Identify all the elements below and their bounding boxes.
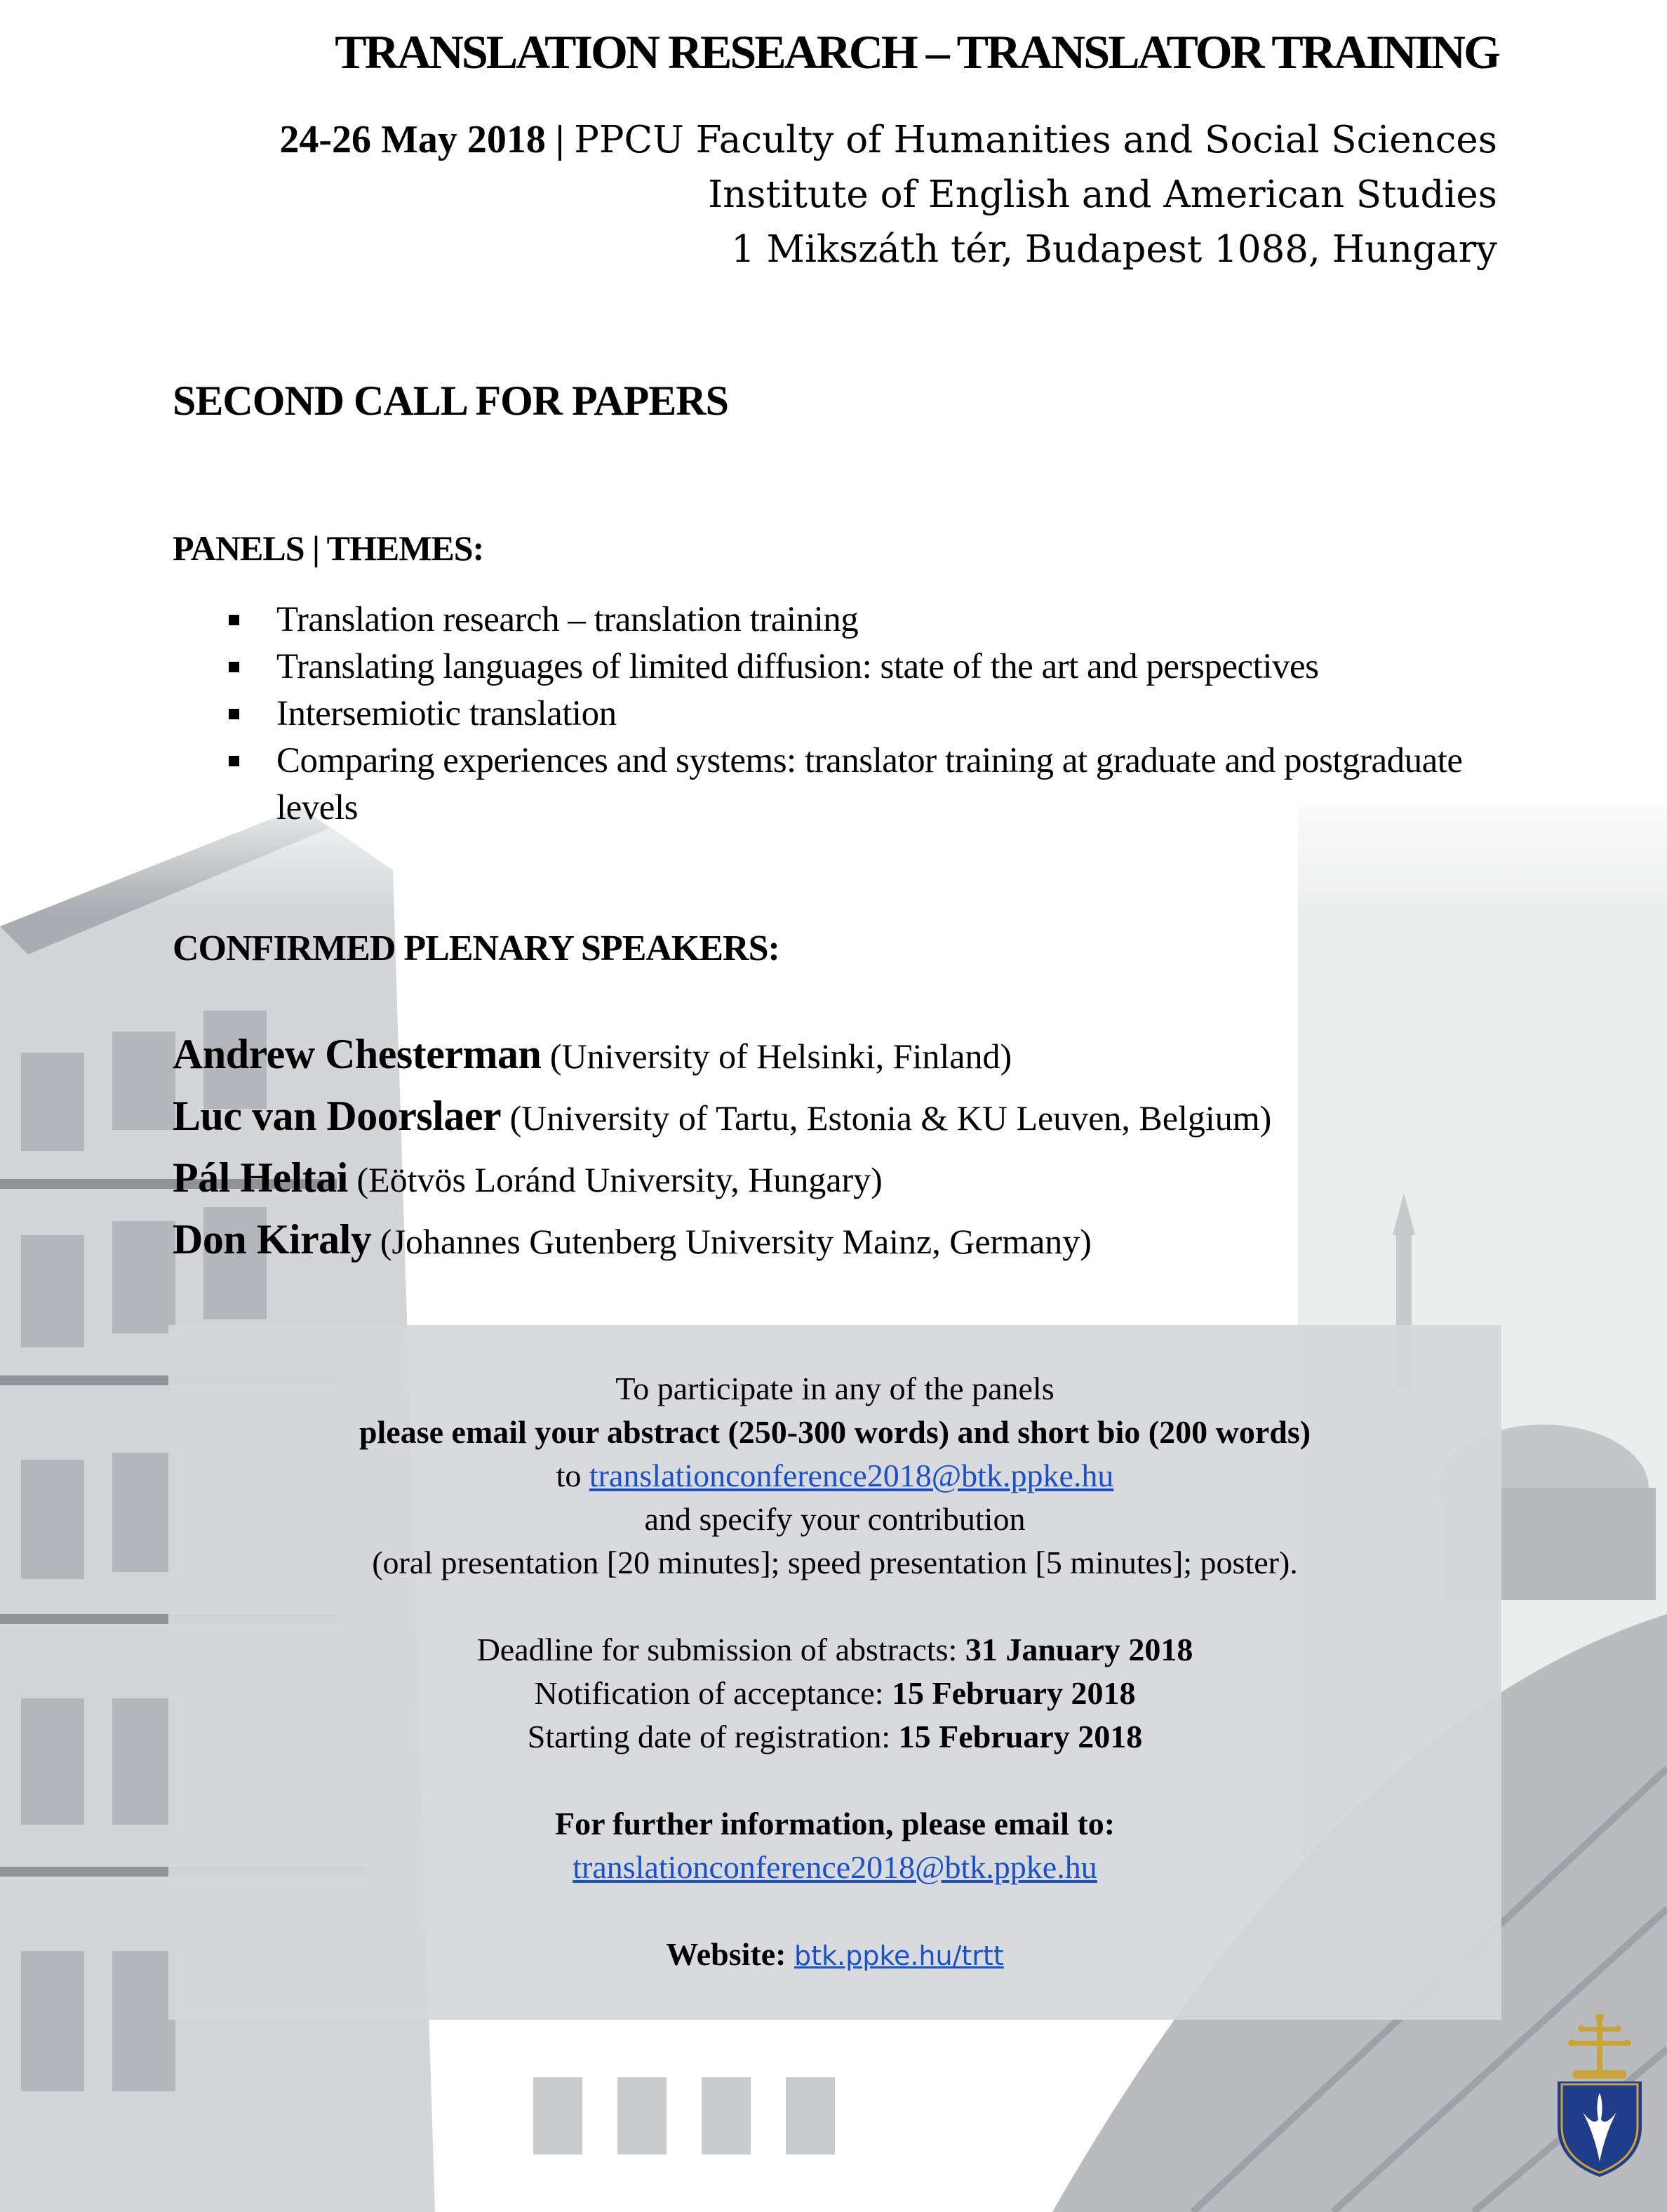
deadline-label: Deadline for submission of abstracts: [476, 1632, 958, 1667]
conference-title: TRANSLATION RESEARCH – TRANSLATOR TRAINING [335, 25, 1499, 79]
bullet-icon [229, 662, 239, 672]
to-label: to [556, 1458, 582, 1493]
info-email-link[interactable]: translationconference2018@btk.ppke.hu [573, 1849, 1097, 1885]
speakers-heading: CONFIRMED PLENARY SPEAKERS: [173, 928, 779, 968]
call-heading: SECOND CALL FOR PAPERS [173, 378, 728, 424]
deadline-line [168, 1628, 1501, 1672]
notification-label: Notification of acceptance: [534, 1675, 884, 1711]
bullet-icon [229, 615, 239, 625]
submission-info [168, 1367, 1501, 1978]
specify-line: and specify your contribution [644, 1501, 1026, 1537]
list-item: Comparing experiences and systems: translator training at graduate and postgraduate levels [203, 738, 1522, 832]
deadline-value: 31 January 2018 [965, 1632, 1193, 1667]
email-line [168, 1454, 1501, 1498]
list-item: Translation research – translation training [203, 597, 1522, 644]
separator: | [555, 118, 565, 161]
speaker-affiliation: (Johannes Gutenberg University Mainz, Germany) [380, 1222, 1092, 1261]
speaker-entry [173, 1210, 1271, 1272]
university-crest-icon [1552, 2014, 1647, 2180]
registration-value: 15 February 2018 [898, 1719, 1143, 1754]
abstract-instruction: please email your abstract (250-300 words) and short bio (200 words) [359, 1414, 1311, 1450]
speaker-affiliation: (University of Tartu, Estonia & KU Leuven, Belgium) [509, 1098, 1272, 1138]
notification-line [168, 1672, 1501, 1715]
list-item: Intersemiotic translation [203, 691, 1522, 738]
institute-name: Institute of English and American Studies [708, 173, 1497, 216]
faculty-name: PPCU Faculty of Humanities and Social Sciences [574, 119, 1497, 161]
panels-heading: PANELS | THEMES: [173, 528, 484, 568]
speaker-entry [173, 1086, 1271, 1148]
speaker-entry [173, 1025, 1271, 1086]
website-label: Website: [666, 1936, 786, 1972]
speaker-name: Don Kiraly [173, 1216, 372, 1262]
notification-value: 15 February 2018 [892, 1675, 1136, 1711]
participation-line: To participate in any of the panels [615, 1371, 1055, 1406]
bullet-icon [229, 756, 239, 766]
registration-label: Starting date of registration: [527, 1719, 891, 1754]
speakers-list [173, 1025, 1271, 1272]
list-item: Translating languages of limited diffusion: state of the art and perspectives [203, 644, 1522, 691]
venue-line-1 [0, 112, 1497, 168]
speaker-entry [173, 1148, 1271, 1210]
speaker-name: Andrew Chesterman [173, 1031, 542, 1077]
speaker-name: Pál Heltai [173, 1154, 348, 1201]
further-info-label: For further information, please email to: [554, 1806, 1116, 1841]
bullet-icon [229, 709, 239, 719]
submission-email-link[interactable]: translationconference2018@btk.ppke.hu [589, 1458, 1114, 1493]
venue-address: 1 Mikszáth tér, Budapest 1088, Hungary [731, 228, 1497, 271]
speaker-affiliation: (Eötvös Loránd University, Hungary) [356, 1160, 883, 1199]
presentation-types: (oral presentation [20 minutes]; speed presentation [5 minutes]; poster). [372, 1545, 1298, 1580]
website-line [168, 1933, 1501, 1978]
registration-line [168, 1715, 1501, 1759]
conference-dates: 24-26 May 2018 [279, 118, 546, 161]
venue-block [0, 112, 1497, 277]
speaker-name: Luc van Doorslaer [173, 1093, 502, 1139]
speaker-affiliation: (University of Helsinki, Finland) [549, 1037, 1012, 1076]
panels-list [203, 597, 1522, 832]
website-link[interactable]: btk.ppke.hu/trtt [794, 1940, 1004, 1971]
